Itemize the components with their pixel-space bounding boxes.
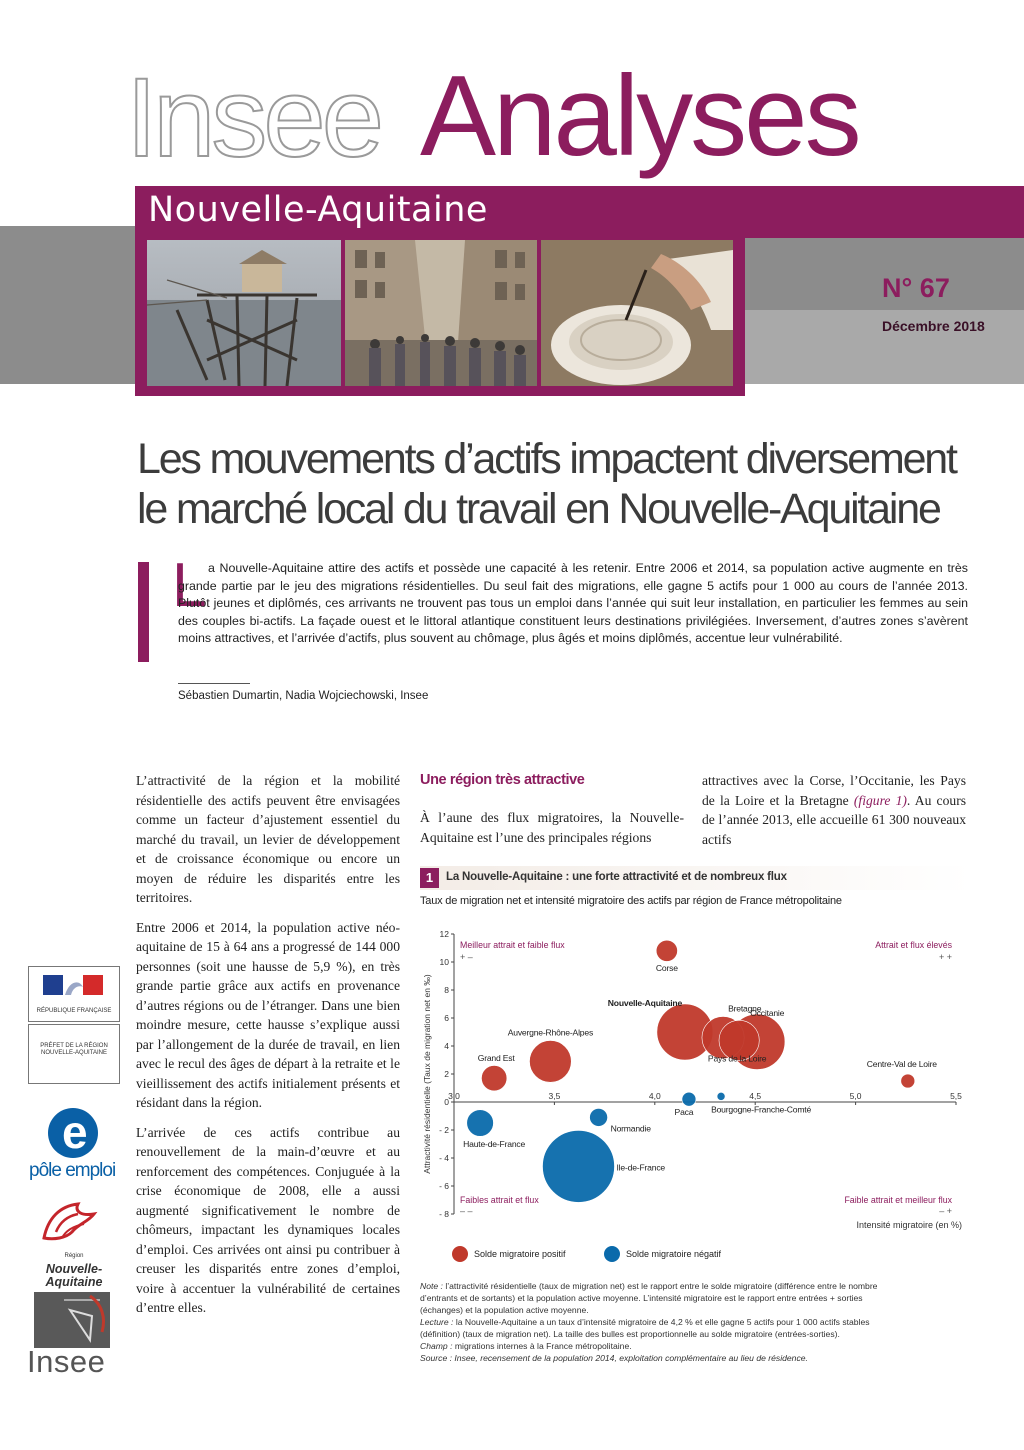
bubble-auvergne-rh-ne-alpes xyxy=(529,1040,571,1082)
bubble-ile-de-france xyxy=(542,1130,614,1202)
lead-accent-bar xyxy=(138,562,149,662)
pole-emploi-e-icon: e xyxy=(62,1106,88,1158)
x-tick-label: 3,0 xyxy=(448,1091,460,1101)
y-tick-label: 4 xyxy=(444,1041,449,1051)
figure-notes xyxy=(420,1280,970,1364)
insee-wordmark: Insee xyxy=(27,1344,106,1379)
bubble-label: Normandie xyxy=(610,1123,651,1134)
y-tick-label: - 6 xyxy=(439,1181,449,1191)
bubble-chart xyxy=(420,920,972,1272)
photo-fishing-hut xyxy=(147,240,341,386)
quadrant-sign-bottom-right: – + xyxy=(939,1206,952,1216)
y-tick-label: 6 xyxy=(444,1013,449,1023)
note-label: Note : xyxy=(420,1281,443,1291)
chart-bubbles xyxy=(467,940,915,1202)
bubble-bourgogne-franche-comt- xyxy=(717,1092,725,1100)
photo-porcelain-craft xyxy=(541,240,733,386)
lecture-label: Lecture : xyxy=(420,1317,454,1327)
x-tick-label: 3,5 xyxy=(548,1091,561,1101)
pole-emploi-wordmark: pôle emploi xyxy=(29,1160,116,1181)
body-column-right xyxy=(702,771,966,859)
x-axis-label: Intensité migratoire (en %) xyxy=(856,1220,962,1230)
source-label: Source : xyxy=(420,1353,453,1363)
logo-prefet-text: PRÉFET DE LA RÉGION NOUVELLE-AQUITAINE xyxy=(40,1043,108,1056)
insee-logo-icon xyxy=(34,1292,110,1348)
lead-paragraph: a Nouvelle-Aquitaine attire des actifs et possède une capacité à les retenir. Entre 2006 et 2014, sa population active augmente en très grande partie par le jeu des migrations résidentielles. Du seul fait des migrations, elle gagne 5 actifs pour 1 000 au cours de l’année 2013. Plutôt jeunes et diplômés, ces arrivants ne trouvent pas tous un emploi dans l’année qui suit leur installation, en particulier les femmes au sein des couples bi-actifs. La façade ouest et le littoral atlantique constituent leurs destinations privilégiées. Inversement, d’autres zones s’avèrent moins attractives, et l’arrivée d’actifs, plus souvent au chômage, plus âgés et moins diplômés, accentue leur vulnérabilité. xyxy=(178,561,968,646)
bubble-paca xyxy=(682,1092,696,1106)
bubble-label: Centre-Val de Loire xyxy=(866,1059,937,1069)
issue-date: Décembre 2018 xyxy=(882,318,985,334)
bubble-normandie xyxy=(590,1108,608,1126)
quadrant-label-top-right: Attrait et flux élevés xyxy=(875,940,952,950)
chart-quadrant-labels xyxy=(460,940,953,1216)
lecture-text: la Nouvelle-Aquitaine a un taux d’intensité migratoire de 4,2 % et elle gagne 5 actifs pour 1 000 actifs stables xyxy=(453,1317,870,1327)
figure-number: 1 xyxy=(420,868,439,888)
legend-label: Solde migratoire négatif xyxy=(626,1249,722,1259)
x-tick-label: 4,0 xyxy=(648,1091,661,1101)
lead-dropcap: L xyxy=(172,551,207,620)
bubble-label: Ile-de-France xyxy=(616,1162,666,1173)
bubble-label: Corse xyxy=(655,962,678,973)
quadrant-sign-top-right: + + xyxy=(938,952,952,962)
bubble-haute-de-france xyxy=(467,1110,494,1137)
x-tick-label: 5,0 xyxy=(849,1091,862,1101)
champ-text: migrations internes à la France métropolitaine. xyxy=(452,1341,632,1351)
insee-logo-box xyxy=(34,1292,110,1348)
figure-reference-link[interactable]: (figure 1) xyxy=(853,792,907,808)
x-tick-label: 5,5 xyxy=(950,1091,962,1101)
body-paragraph: Entre 2006 et 2014, la population active néo-aquitaine de 15 à 64 ans a progressé de 144 000 personnes (soit une hausse de 5,9 %), en très grande partie grâce aux actifs en provenance d’autres régions ou de l’étranger. Dans une bien moindre mesure, cette hausse s’explique aussi par l’allongement de la durée de travail, en lien avec le recul des âges de départ à la retraite et le vieillissement des actifs initialement présents et résidant dans la région. xyxy=(136,919,400,1110)
quadrant-label-bottom-right: Faible attrait et meilleur flux xyxy=(844,1195,952,1205)
photo-city-street xyxy=(345,240,537,386)
y-tick-label: 0 xyxy=(444,1097,449,1107)
bubble-label: Occitanie xyxy=(750,1007,785,1018)
y-tick-label: 12 xyxy=(439,929,449,939)
marianne-icon xyxy=(29,967,119,1003)
brand-insee: Insee xyxy=(126,55,380,180)
logo-region-small: Région xyxy=(64,1253,84,1259)
logo-prefet xyxy=(28,1024,120,1084)
authors-rule xyxy=(178,683,250,684)
bubble-label: Auvergne-Rhône-Alpes xyxy=(507,1027,594,1038)
bubble-label: Nouvelle-Aquitaine xyxy=(607,998,683,1008)
article-title-line-1: Les mouvements d’actifs impactent diversement xyxy=(137,435,956,483)
bubble-centre-val-de-loire xyxy=(901,1074,915,1088)
bubble-label: Haute-de-France xyxy=(463,1139,526,1149)
bubble-label: Bretagne xyxy=(728,1003,762,1014)
bubble-corse xyxy=(656,940,677,961)
note-text-3: (échanges) et la population active moyenne. xyxy=(420,1305,589,1315)
body-paragraph: L’attractivité de la région et la mobilité résidentielle des actifs peuvent être envisagées comme un facteur d’ajustement essentiel du marché du travail, un levier de développement et de croissance économique ou encore un moyen de réduire les disparités entre les territoires. xyxy=(136,773,400,905)
authors: Sébastien Dumartin, Nadia Wojciechowski, Insee xyxy=(178,690,429,702)
note-text: l’attractivité résidentielle (taux de migration net) est le rapport entre le solde migratoire (différence entre le nombre xyxy=(442,1281,878,1291)
figure-subtitle: Taux de migration net et intensité migratoire des actifs par région de France métropolitaine xyxy=(420,895,842,907)
quadrant-label-bottom-left: Faibles attrait et flux xyxy=(460,1195,539,1205)
body-column-left xyxy=(136,771,400,1328)
logo-region-na-text: Nouvelle-Aquitaine xyxy=(45,1262,103,1289)
logo-region-na xyxy=(34,1250,114,1289)
lecture-text-2: (définition) (taux de migration net). La taille des bulles est proportionnelle au solde migratoire (entrées-sorties). xyxy=(420,1329,840,1339)
bubble-label: Pays de la Loire xyxy=(707,1053,767,1064)
y-tick-label: 10 xyxy=(439,957,449,967)
article-title-line-2: le marché local du travail en Nouvelle-Aquitaine xyxy=(137,485,940,533)
issue-number: N° 67 xyxy=(882,273,950,303)
chart-legend xyxy=(452,1246,722,1262)
body-paragraph: L’arrivée de ces actifs contribue au renouvellement de la main-d’œuvre et au renforcement des compétences. Conjuguée à la crise économique de 2008, elle a aussi augmenté significativement le nombre de chômeurs, impactant les dynamiques locales d’emploi. Ces arrivées ont ainsi pu contribuer à creuser les disparités entre zones d’emploi, voire à accentuer la vulnérabilité de certaines d’entre elles. xyxy=(136,1124,400,1315)
region-title: Nouvelle-Aquitaine xyxy=(148,190,488,230)
brand-analyses: Analyses xyxy=(420,53,859,180)
legend-swatch xyxy=(452,1246,468,1262)
body-paragraph xyxy=(702,771,966,849)
note-text-2: d’entrants et de sortants) et la population active moyenne. L’intensité migratoire est le rapport entre entrées + sorties xyxy=(420,1293,863,1303)
source-text: Insee, recensement de la population 2014, exploitation complémentaire au lieu de résidence. xyxy=(452,1353,808,1363)
region-lion-icon xyxy=(38,1198,102,1249)
body-column-middle xyxy=(420,808,684,857)
logo-republique-text: RÉPUBLIQUE FRANÇAISE xyxy=(36,1008,112,1014)
y-tick-label: - 4 xyxy=(439,1153,449,1163)
bubble-label: Paca xyxy=(674,1107,694,1118)
quadrant-sign-top-left: + – xyxy=(460,952,473,962)
x-tick-label: 4,5 xyxy=(749,1091,762,1101)
legend-swatch xyxy=(604,1246,620,1262)
bubble-label: Bourgogne-Franche-Comté xyxy=(711,1104,812,1115)
article-title xyxy=(137,434,987,534)
champ-label: Champ : xyxy=(420,1341,453,1351)
bubble-grand-est xyxy=(481,1065,506,1090)
y-tick-label: 2 xyxy=(444,1069,449,1079)
y-tick-label: 8 xyxy=(444,985,449,995)
logo-republique xyxy=(28,966,120,1022)
section-title: Une région très attractive xyxy=(420,772,585,788)
y-tick-label: - 8 xyxy=(439,1209,449,1219)
legend-label: Solde migratoire positif xyxy=(474,1249,566,1259)
body-text: . Au cours de l’année 2013, elle accueille 61 300 nouveaux actifs xyxy=(702,792,967,847)
body-text: attractives avec la Corse, l’Occitanie, les Pays de la Loire et la Bretagne xyxy=(702,773,966,808)
bubble-label: Grand Est xyxy=(477,1053,515,1064)
y-axis-label: Attractivité résidentielle (Taux de migration net en ‰) xyxy=(422,974,432,1174)
quadrant-label-top-left: Meilleur attrait et faible flux xyxy=(460,940,565,950)
body-paragraph: À l’aune des flux migratoires, la Nouvelle-Aquitaine est l’une des principales régions xyxy=(420,810,684,845)
y-tick-label: - 2 xyxy=(439,1125,449,1135)
quadrant-sign-bottom-left: – – xyxy=(460,1206,473,1216)
figure-title: La Nouvelle-Aquitaine : une forte attractivité et de nombreux flux xyxy=(446,871,787,883)
